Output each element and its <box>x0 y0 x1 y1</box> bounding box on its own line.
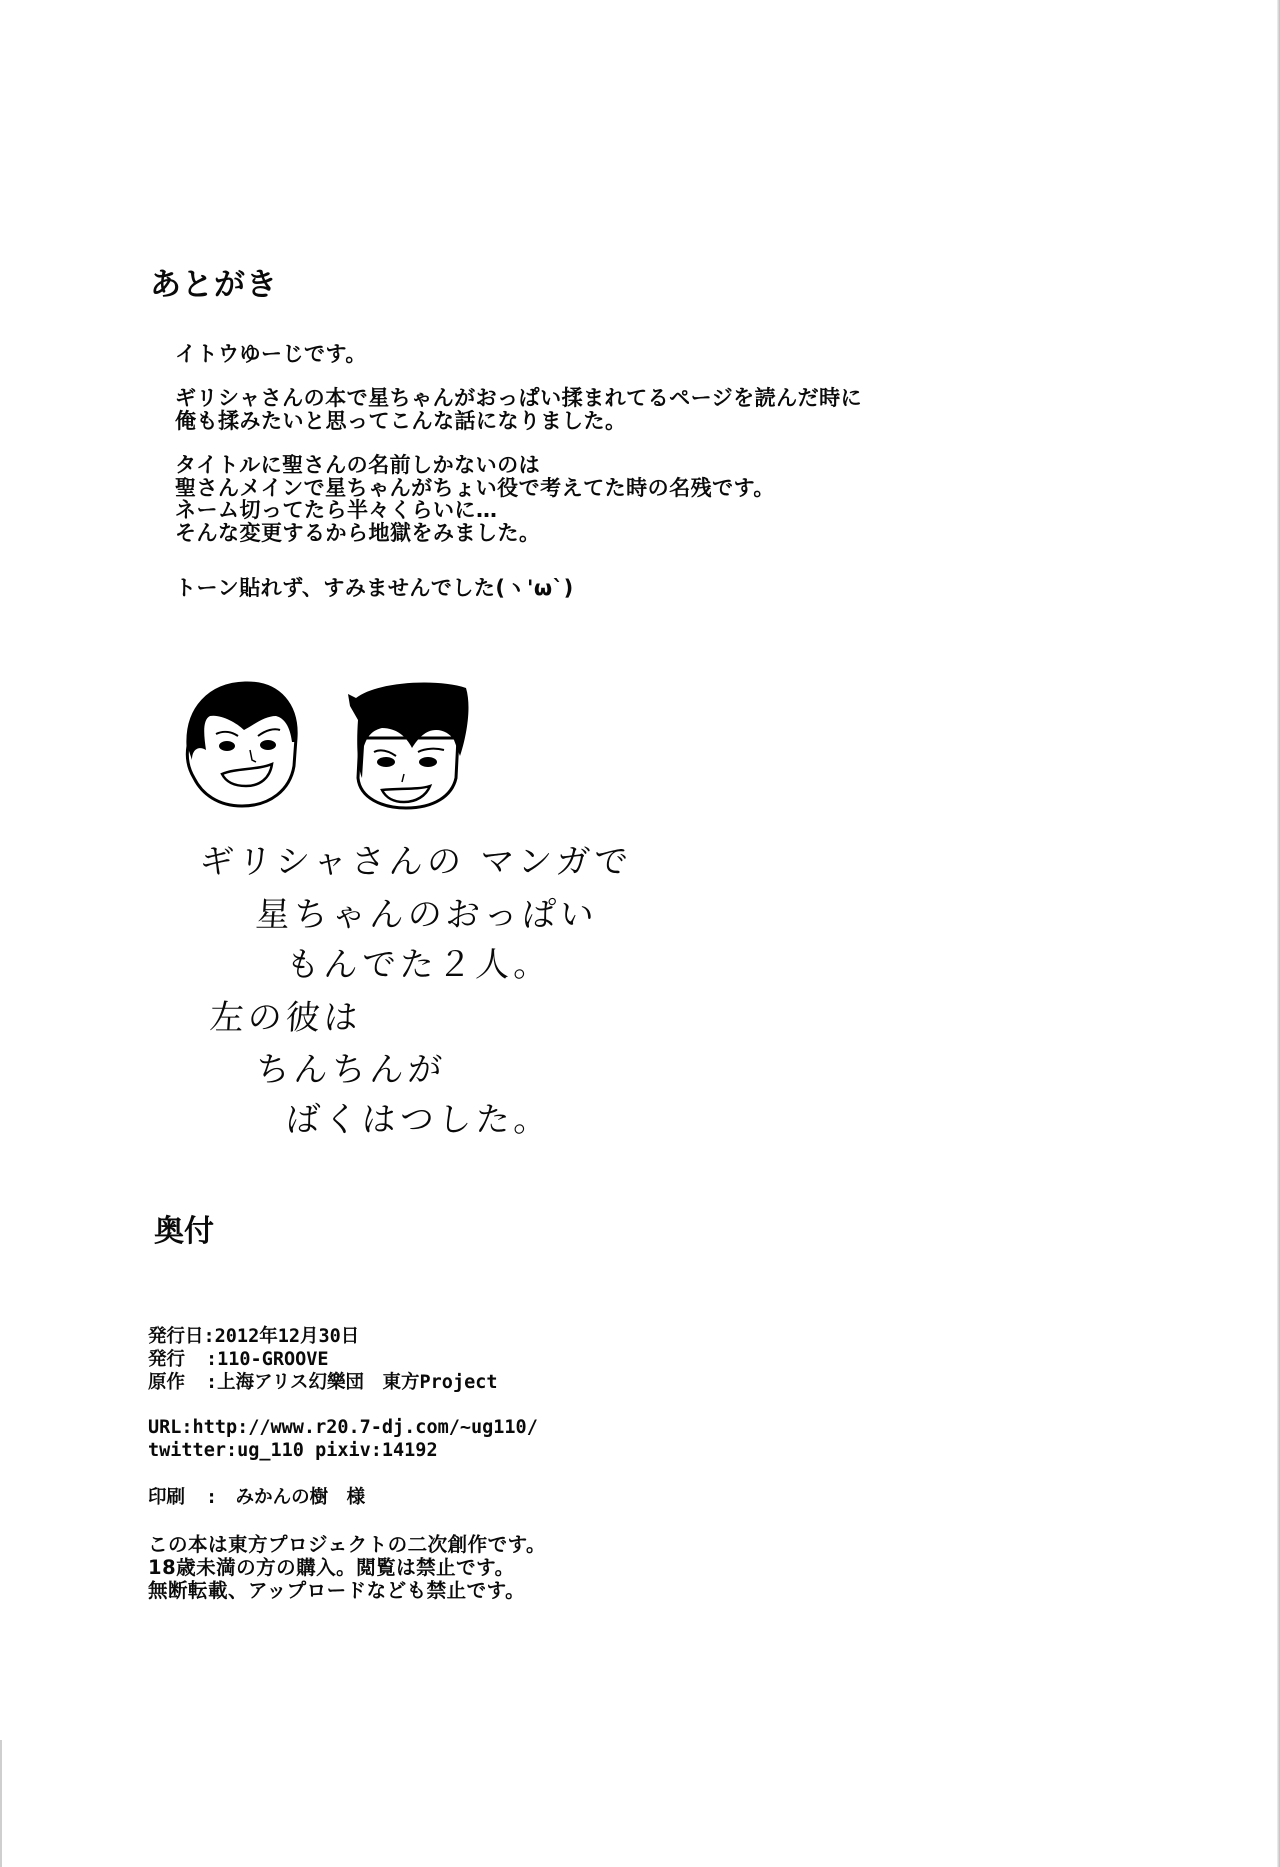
faces-svg <box>180 678 500 818</box>
right-face-icon <box>348 683 468 808</box>
handwritten-line-4: 左の彼は <box>208 998 364 1038</box>
handwritten-line-2: 星ちゃんのおっぱい <box>254 895 600 935</box>
page-edge-shadow-left <box>0 1740 2 1867</box>
printer-label: 印刷 <box>148 1487 186 1508</box>
afterword-paragraph-2 <box>175 387 862 432</box>
notice-line: 無断転載、アップロードなども禁止です。 <box>148 1579 526 1602</box>
afterword-paragraph-3 <box>175 454 775 544</box>
left-face-icon <box>187 682 296 806</box>
colophon-printer <box>148 1487 365 1510</box>
colophon-links <box>148 1417 538 1463</box>
detail-value: :上海アリス幻樂団 東方Project <box>206 1371 498 1393</box>
faces-illustration <box>180 678 500 818</box>
paragraph-line: そんな変更するから地獄をみました。 <box>175 520 541 545</box>
handwritten-line-5: ちんちんが <box>254 1050 448 1090</box>
paragraph-line: トーン貼れず、すみませんでした(ヽ'ω`) <box>175 576 574 600</box>
paragraph-line: 聖さんメインで星ちゃんがちょい役で考えてた時の名残です。 <box>175 475 775 500</box>
colophon-details <box>148 1326 498 1394</box>
afterword-paragraph-4 <box>175 577 574 600</box>
notice-line: この本は東方プロジェクトの二次創作です。 <box>148 1533 547 1556</box>
paragraph-line: ギリシャさんの本で星ちゃんがおっぱい揉まれてるページを読んだ時に <box>175 386 863 410</box>
colophon-heading: 奥付 <box>154 1214 214 1249</box>
notice-line: 18歳未満の方の購入。閲覧は禁止です。 <box>148 1556 515 1579</box>
detail-row-publisher <box>148 1349 498 1372</box>
detail-label: 発行 <box>148 1348 186 1370</box>
afterword-heading: あとがき <box>150 267 278 303</box>
detail-label: 原作 <box>148 1371 186 1393</box>
detail-row-publish-date <box>148 1326 498 1349</box>
detail-value: :110-GROOVE <box>206 1348 329 1370</box>
colophon-notices <box>148 1533 546 1602</box>
printer-value: : みかんの樹 様 <box>206 1487 366 1508</box>
handwritten-line-6: ばくはつした。 <box>284 1100 554 1140</box>
handwritten-line-3: もんでた２人。 <box>284 945 554 985</box>
paragraph-line: 俺も揉みたいと思ってこんな話になりました。 <box>175 408 627 433</box>
website-url: URL:http://www.r20.7-dj.com/~ug110/ <box>148 1417 538 1438</box>
detail-value: :2012年12月30日 <box>203 1326 360 1347</box>
social-handles: twitter:ug_110 pixiv:14192 <box>148 1439 438 1461</box>
handwritten-line-1: ギリシャさんの マンガで <box>198 842 634 882</box>
paragraph-line: イトウゆーじです。 <box>175 342 367 366</box>
paragraph-line: ネーム切ってたら半々くらいに… <box>175 498 498 522</box>
detail-row-original-work <box>148 1372 498 1395</box>
paragraph-line: タイトルに聖さんの名前しかないのは <box>175 453 541 477</box>
detail-label: 発行日 <box>148 1326 204 1347</box>
afterword-paragraph-1 <box>175 343 367 366</box>
